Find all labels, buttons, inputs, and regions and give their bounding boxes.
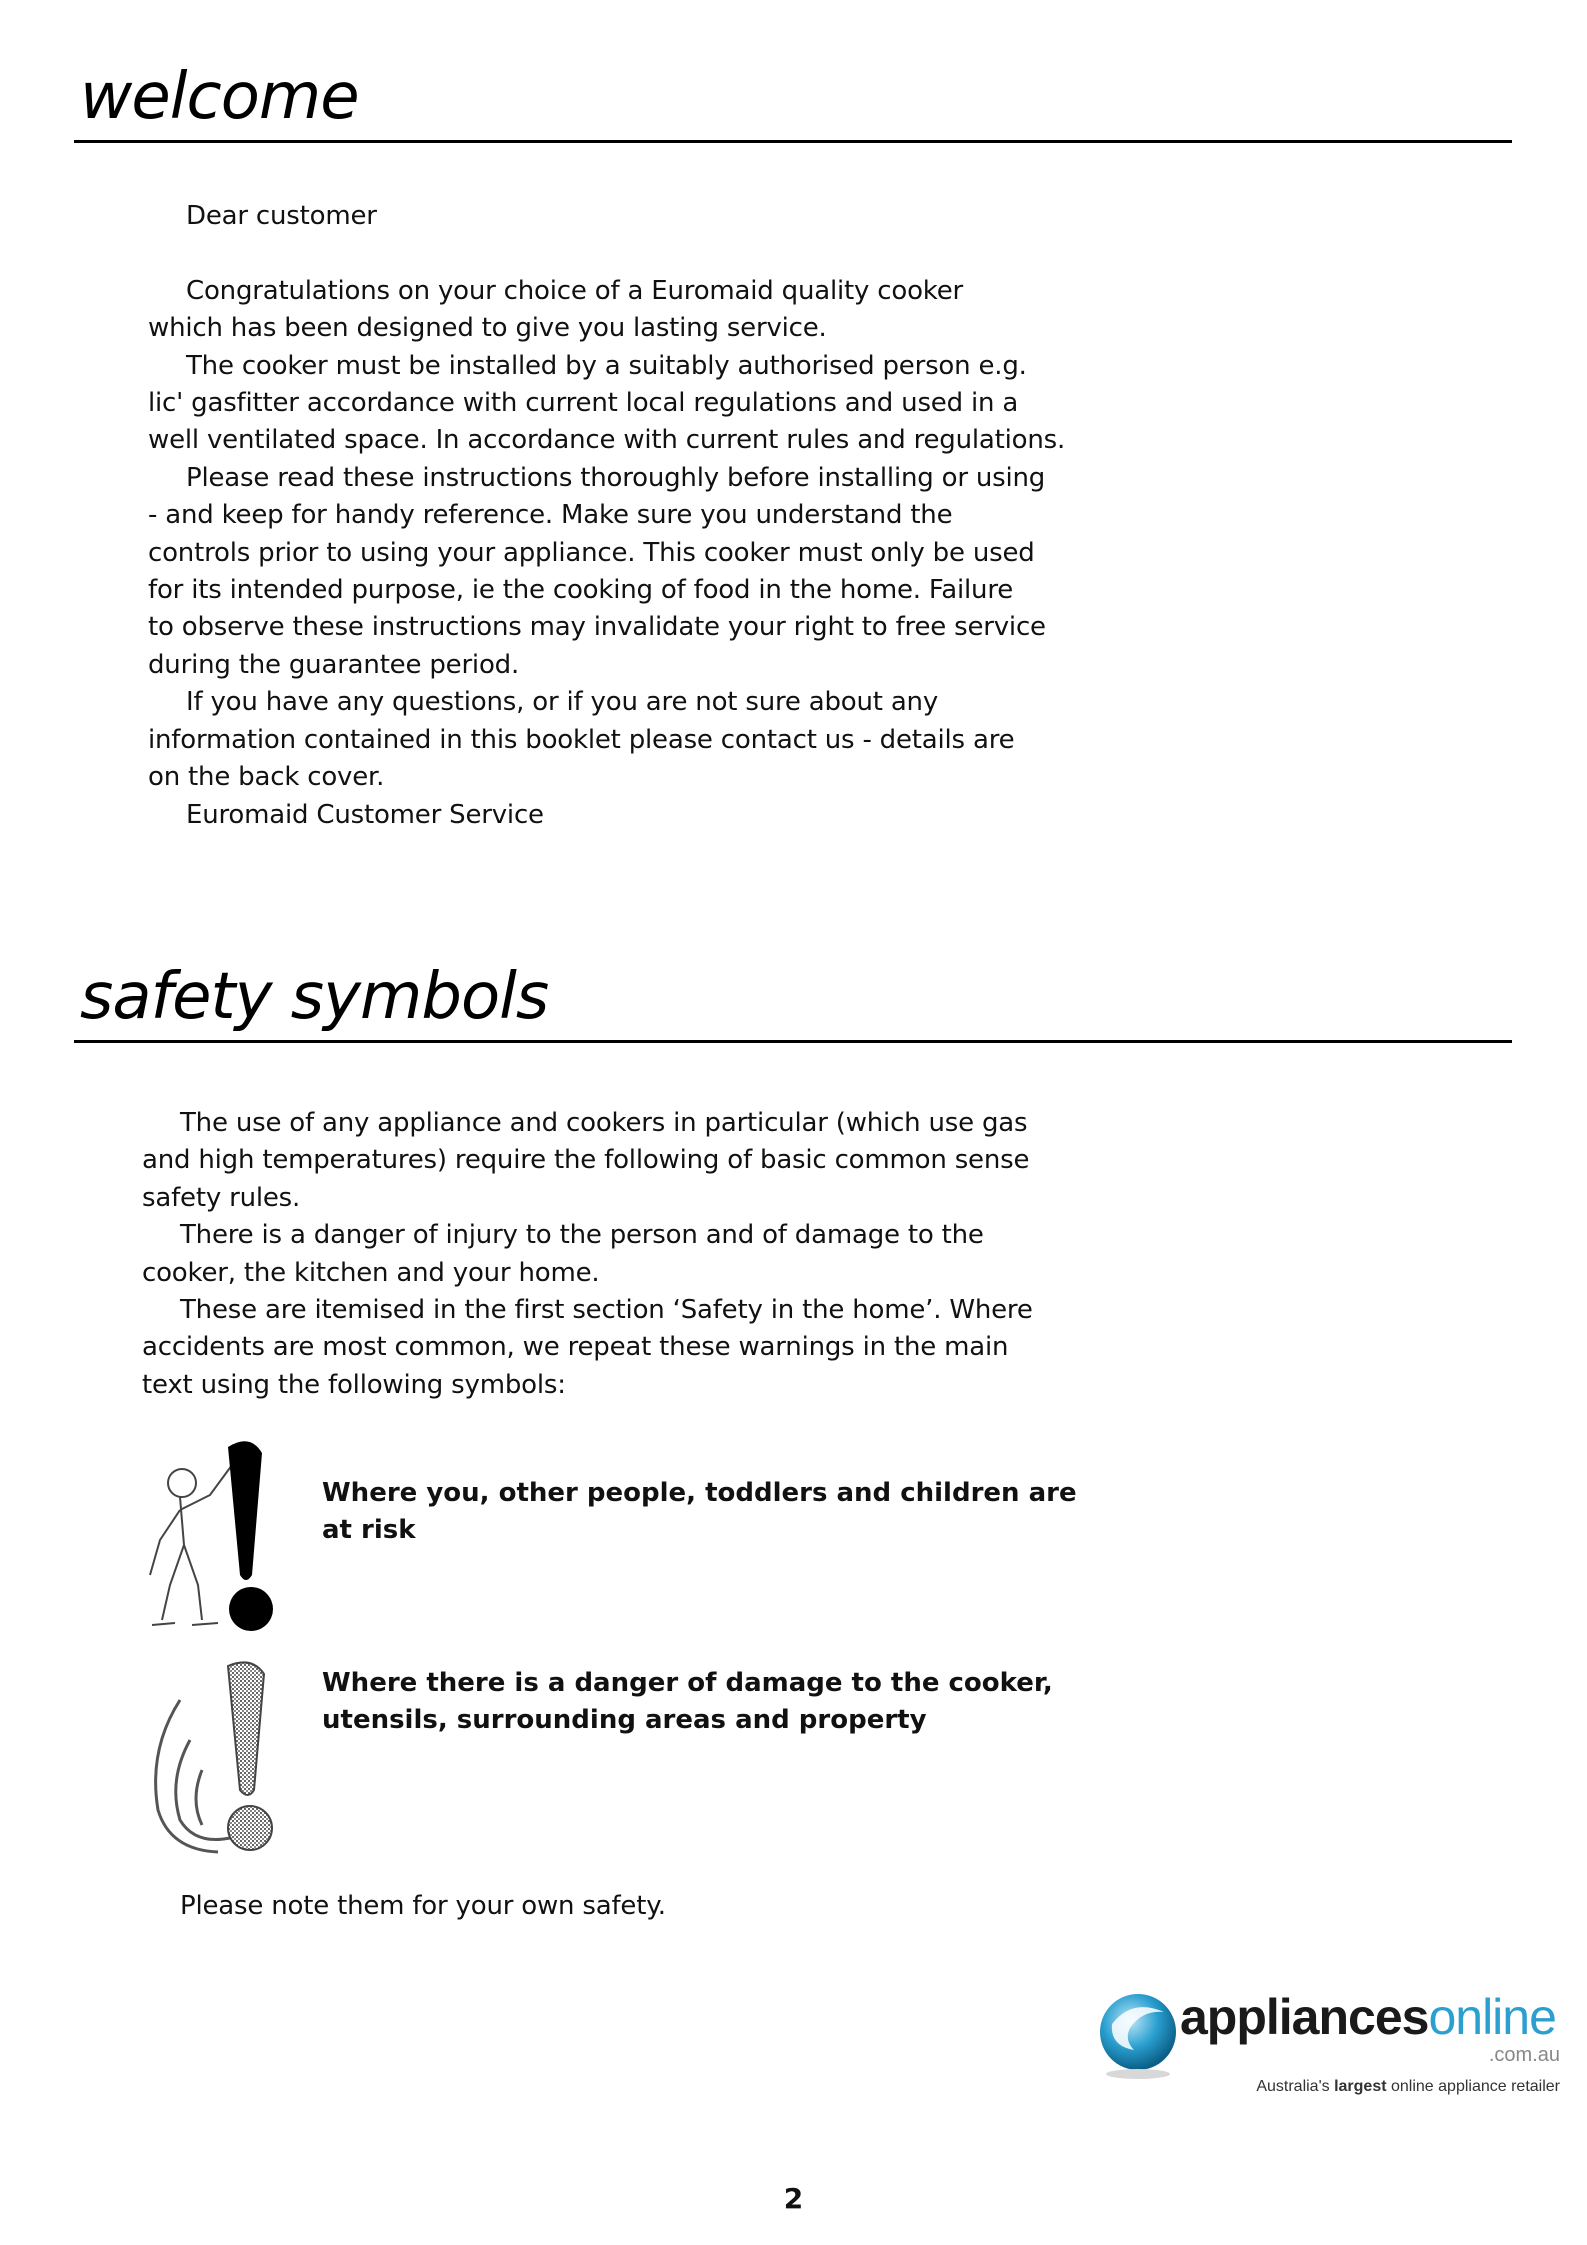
page-number: 2 bbox=[783, 2182, 804, 2215]
safety-heading: safety symbols bbox=[80, 960, 549, 1034]
logo-brand-bold: appliances bbox=[1180, 1989, 1429, 2045]
logo-tagline: Australia's largest online appliance retailer bbox=[1256, 2078, 1560, 2095]
welcome-body bbox=[148, 198, 1065, 834]
logo-wordmark bbox=[1180, 1988, 1556, 2046]
welcome-paragraph: Congratulations on your choice of a Euromaid quality cooker which has been designed to give you lasting service. bbox=[148, 275, 963, 344]
symbol-row-fire bbox=[140, 1660, 1053, 1860]
safety-divider bbox=[74, 1040, 1512, 1043]
signature: Euromaid Customer Service bbox=[186, 799, 544, 830]
salutation: Dear customer bbox=[186, 201, 377, 231]
symbol-row-person bbox=[140, 1435, 1077, 1635]
safety-paragraph: The use of any appliance and cookers in particular (which use gas and high temperatures) require the following of basic common sense safety rules. bbox=[142, 1108, 1030, 1213]
logo-swirl-icon bbox=[1090, 1984, 1190, 2084]
welcome-paragraph: Please read these instructions thoroughly before installing or using - and keep for handy reference. Make sure you understand the controls prior to using your appliance. This cooker must only be used for its intended purpose, ie the cooking of food in the home. Failure to observe these instructions may invalidate your right to free service during the guarantee period. bbox=[148, 462, 1046, 680]
logo-domain: .com.au bbox=[1488, 2044, 1560, 2066]
symbol-text-fire: Where there is a danger of damage to the cooker, utensils, surrounding areas and property bbox=[322, 1668, 1053, 1736]
appliances-online-logo bbox=[1090, 1978, 1570, 2113]
safety-body bbox=[142, 1105, 1033, 1404]
safety-paragraph: There is a danger of injury to the person and of damage to the cooker, the kitchen and your home. bbox=[142, 1220, 984, 1288]
welcome-paragraph: If you have any questions, or if you are not sure about any information contained in this booklet please contact us - details are on the back cover. bbox=[148, 687, 1015, 793]
welcome-divider bbox=[74, 140, 1512, 143]
welcome-paragraph: The cooker must be installed by a suitably authorised person e.g. lic' gasfitter accordance with current local regulations and used in a well ventilated space. In accordance with current rules and regulations. bbox=[148, 350, 1066, 456]
spacer bbox=[148, 235, 1065, 272]
logo-brand-light: online bbox=[1428, 1989, 1556, 2045]
person-warning-icon bbox=[140, 1435, 290, 1635]
welcome-heading: welcome bbox=[80, 60, 359, 134]
safety-paragraph: These are itemised in the first section ‘Safety in the home’. Where accidents are most common, we repeat these warnings in the main text using the following symbols: bbox=[142, 1295, 1033, 1400]
symbol-text-person: Where you, other people, toddlers and children are at risk bbox=[322, 1478, 1077, 1546]
fire-warning-icon bbox=[140, 1660, 290, 1860]
safety-closing: Please note them for your own safety. bbox=[180, 1891, 666, 1921]
